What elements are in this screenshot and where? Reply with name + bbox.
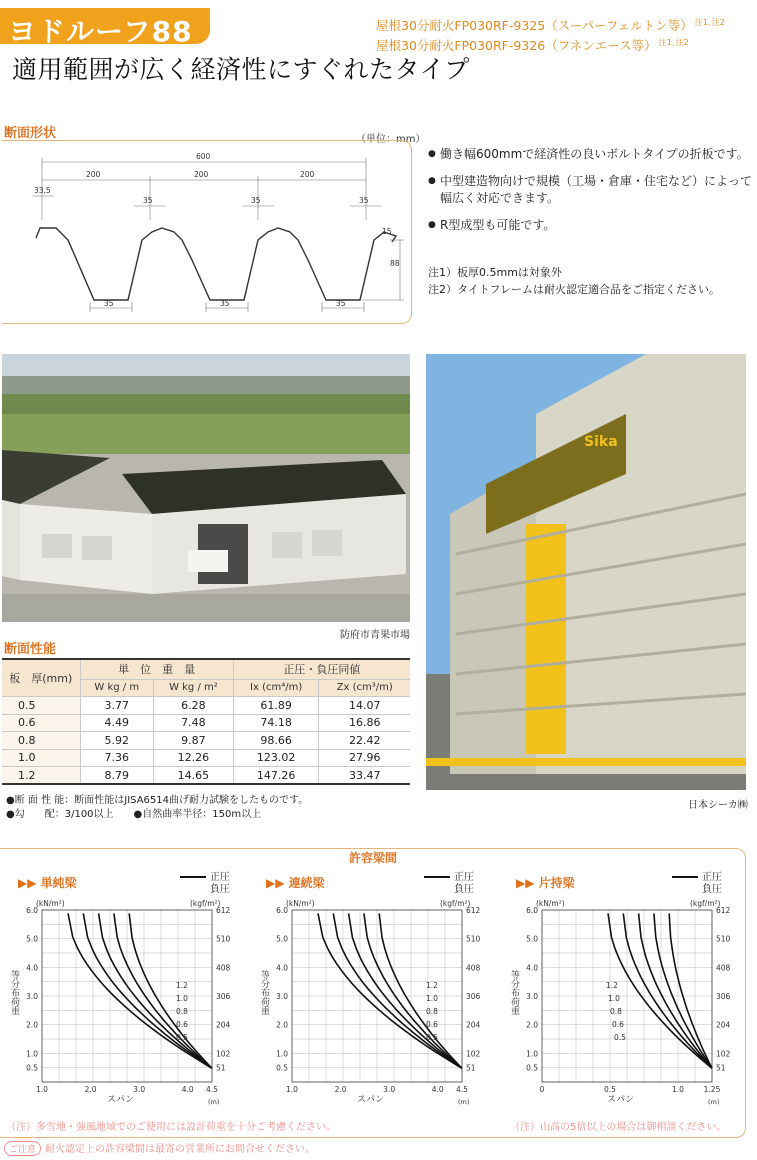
header-unit-weight: 単 位 重 量 bbox=[80, 659, 233, 679]
feature-item: ● R型成型も可能です。 bbox=[428, 217, 753, 234]
curve-label: 0.8 bbox=[176, 1007, 188, 1016]
dim-bottom-width-1: 35 bbox=[104, 299, 114, 308]
legend-simple: 正圧 負圧 bbox=[180, 872, 230, 896]
dim-height: 88 bbox=[390, 259, 400, 268]
y-tick-label: 6.0 bbox=[526, 906, 538, 915]
y-tick-label: 3.0 bbox=[26, 992, 38, 1001]
y2-tick-label: 102 bbox=[716, 1049, 731, 1059]
x-tick-label: 4.5 bbox=[206, 1085, 218, 1094]
y-tick-label: 6.0 bbox=[26, 906, 38, 915]
chart-label-continuous: ▶▶ 連続梁 bbox=[266, 876, 325, 890]
curve-label: 1.0 bbox=[176, 994, 188, 1003]
x-unit: (m) bbox=[708, 1098, 720, 1106]
header-ix: Ix (cm⁴/m) bbox=[233, 679, 319, 697]
y2-tick-label: 102 bbox=[216, 1049, 231, 1059]
y2-tick-label: 306 bbox=[466, 992, 481, 1001]
chart-plot bbox=[9, 899, 231, 1106]
x-tick-label: 0 bbox=[539, 1085, 545, 1094]
y-axis-title: 等分布荷重 bbox=[259, 970, 269, 1015]
left-photo-caption: 防府市青果市場 bbox=[340, 630, 410, 641]
y2-tick-label: 204 bbox=[466, 1020, 481, 1030]
curve-label: 0.6 bbox=[612, 1020, 624, 1029]
table-row: 0.6 4.49 7.48 74.18 16.86 bbox=[2, 714, 410, 732]
performance-title: 断面性能 bbox=[4, 642, 57, 657]
y2-tick-label: 510 bbox=[466, 934, 481, 944]
x-tick-label: 4.0 bbox=[181, 1085, 194, 1094]
y-axis-title: 等分布荷重 bbox=[509, 970, 519, 1015]
curve-label: 0.6 bbox=[176, 1020, 188, 1029]
dim-bottom-width-2: 35 bbox=[220, 299, 230, 308]
y-unit-right: (kgf/m²) bbox=[190, 899, 221, 908]
y-tick-label: 1.0 bbox=[276, 1049, 288, 1059]
y2-tick-label: 51 bbox=[216, 1063, 226, 1073]
table-row: 1.2 8.79 14.65 147.26 33.47 bbox=[2, 767, 410, 785]
bottom-note: ご注意 耐火認定上の許容梁間は最寄の営業所にお問合せください。 bbox=[4, 1140, 315, 1156]
y-tick-label: 2.0 bbox=[26, 1020, 38, 1030]
y-tick-label: 2.0 bbox=[526, 1020, 538, 1030]
curve-label: 0.8 bbox=[426, 1007, 438, 1016]
dim-pitch-1: 200 bbox=[86, 170, 101, 179]
dim-top-width-2: 35 bbox=[251, 196, 261, 205]
notes bbox=[428, 264, 720, 298]
y2-tick-label: 612 bbox=[216, 906, 231, 915]
building-photo bbox=[426, 354, 746, 790]
x-axis-title: スパン bbox=[607, 1095, 635, 1105]
y-unit-left: (kN/m²) bbox=[36, 899, 65, 908]
x-tick-label: 2.0 bbox=[334, 1085, 347, 1094]
y2-tick-label: 306 bbox=[716, 992, 731, 1001]
section-profile-title: 断面形状 bbox=[4, 126, 57, 141]
y-tick-label: 0.5 bbox=[26, 1063, 38, 1073]
dim-pitch-3: 200 bbox=[300, 170, 315, 179]
y2-tick-label: 408 bbox=[216, 963, 231, 973]
span-curve bbox=[654, 913, 712, 1068]
x-axis-title: スパン bbox=[357, 1095, 385, 1105]
dim-edge: 33.5 bbox=[34, 186, 51, 195]
y-tick-label: 1.0 bbox=[26, 1049, 38, 1059]
curve-label: 0.8 bbox=[610, 1007, 622, 1016]
curve-label: 1.0 bbox=[608, 994, 620, 1003]
span-curve bbox=[114, 913, 212, 1068]
dim-lip: 15 bbox=[382, 227, 392, 236]
product-name: ヨドルーフ88 bbox=[8, 15, 193, 48]
feature-list bbox=[428, 146, 753, 244]
header-section-values: 正圧・負圧同値 bbox=[233, 659, 410, 679]
y-unit-right: (kgf/m²) bbox=[690, 899, 721, 908]
curve-label: 1.2 bbox=[426, 981, 438, 990]
table-row: 0.8 5.92 9.87 98.66 22.42 bbox=[2, 732, 410, 750]
span-chart-cantilever bbox=[500, 896, 746, 1116]
right-photo-caption: 日本シーカ㈱ bbox=[688, 800, 748, 811]
x-tick-label: 3.0 bbox=[383, 1085, 396, 1094]
x-unit: (m) bbox=[208, 1098, 220, 1106]
table-row: 0.5 3.77 6.28 61.89 14.07 bbox=[2, 697, 410, 715]
x-tick-label: 1.0 bbox=[36, 1085, 48, 1094]
dim-pitch-2: 200 bbox=[194, 170, 209, 179]
y-tick-label: 1.0 bbox=[526, 1049, 538, 1059]
span-curve bbox=[364, 913, 462, 1068]
curve-label: 0.5 bbox=[614, 1033, 626, 1042]
y-tick-label: 3.0 bbox=[276, 992, 288, 1001]
y-tick-label: 0.5 bbox=[526, 1063, 538, 1073]
y-unit-left: (kN/m²) bbox=[286, 899, 315, 908]
x-tick-label: 1.0 bbox=[672, 1085, 684, 1094]
y2-tick-label: 204 bbox=[216, 1020, 231, 1030]
span-curve bbox=[669, 913, 712, 1068]
fire-rating-note: 屋根30分耐火FP030RF-9326（フネンエース等） $^{注1､注2}$ bbox=[376, 38, 689, 54]
performance-table bbox=[2, 658, 410, 785]
y-tick-label: 2.0 bbox=[276, 1020, 288, 1030]
legend-continuous: 正圧 負圧 bbox=[424, 872, 474, 896]
header-w-per-m: W kg / m bbox=[80, 679, 153, 697]
note-item: 注1）板厚0.5mmは対象外 bbox=[428, 266, 562, 279]
span-chart-simple bbox=[0, 896, 250, 1116]
x-axis-title: スパン bbox=[107, 1095, 135, 1105]
y2-tick-label: 306 bbox=[216, 992, 231, 1001]
dim-top-width-1: 35 bbox=[143, 196, 153, 205]
y2-tick-label: 510 bbox=[216, 934, 231, 944]
curve-label: 0.6 bbox=[426, 1020, 438, 1029]
cross-section-diagram bbox=[20, 150, 410, 320]
y2-tick-label: 51 bbox=[466, 1063, 476, 1073]
y-unit-right: (kgf/m²) bbox=[440, 899, 471, 908]
x-tick-label: 4.0 bbox=[431, 1085, 444, 1094]
y2-tick-label: 612 bbox=[466, 906, 481, 915]
y-tick-label: 4.0 bbox=[26, 963, 38, 973]
header-zx: Zx (cm³/m) bbox=[319, 679, 410, 697]
footnote-snow: （注）多雪地・強風地域でのご使用には設計荷重を十分ご考慮ください。 bbox=[6, 1122, 336, 1133]
chart-label-cantilever: ▶▶ 片持梁 bbox=[516, 876, 575, 890]
legend-cantilever: 正圧 負圧 bbox=[672, 872, 722, 896]
curve-label: 1.0 bbox=[426, 994, 438, 1003]
fire-rating-note: 屋根30分耐火FP030RF-9325（スーパーフェルトン等） $^{注1､注2}$ bbox=[376, 18, 725, 34]
curve-label: 0.5 bbox=[426, 1033, 438, 1042]
x-tick-label: 1.25 bbox=[703, 1085, 721, 1094]
chart-label-simple: ▶▶ 単純梁 bbox=[18, 876, 77, 890]
x-tick-label: 0.5 bbox=[604, 1085, 616, 1094]
y2-tick-label: 510 bbox=[716, 934, 731, 944]
x-unit: (m) bbox=[458, 1098, 470, 1106]
x-tick-label: 4.5 bbox=[456, 1085, 468, 1094]
span-chart-continuous bbox=[250, 896, 500, 1116]
y2-tick-label: 612 bbox=[716, 906, 731, 915]
table-row: 1.0 7.36 12.26 123.02 27.96 bbox=[2, 749, 410, 767]
footnote-cantilever: （注）山高の5倍以上の場合は御相談ください。 bbox=[510, 1122, 727, 1133]
y2-tick-label: 51 bbox=[716, 1063, 726, 1073]
fire-rating-notes bbox=[376, 14, 725, 54]
note-item: 注2）タイトフレームは耐火認定適合品をご指定ください。 bbox=[428, 283, 721, 296]
feature-item: ● 働き幅600mmで経済性の良いボルトタイプの折板です。 bbox=[428, 146, 753, 163]
y-unit-left: (kN/m²) bbox=[536, 899, 565, 908]
x-tick-label: 3.0 bbox=[133, 1085, 146, 1094]
dim-bottom-width-3: 35 bbox=[336, 299, 346, 308]
y-tick-label: 4.0 bbox=[276, 963, 288, 973]
table-notes: ●断 面 性 能：断面性能はJISA6514曲げ耐力試験をしたものです。 ●勾 配：3/100以上 ●自然曲率半径：150m以上 bbox=[6, 795, 309, 820]
y-tick-label: 5.0 bbox=[26, 934, 38, 944]
span-section-title: 許容梁間 bbox=[349, 851, 398, 865]
y-tick-label: 5.0 bbox=[526, 934, 538, 944]
y2-tick-label: 408 bbox=[716, 963, 731, 973]
y-tick-label: 3.0 bbox=[526, 992, 538, 1001]
curve-label: 0.5 bbox=[176, 1033, 188, 1042]
y-tick-label: 4.0 bbox=[526, 963, 538, 973]
y2-tick-label: 408 bbox=[466, 963, 481, 973]
y-tick-label: 0.5 bbox=[276, 1063, 288, 1073]
feature-item: ● 中型建造物向けで規模（工場・倉庫・住宅など）によって幅広く対応できます。 bbox=[428, 173, 753, 207]
sign-text: Sika bbox=[584, 434, 618, 450]
header-thickness: 板 厚(mm) bbox=[2, 659, 80, 697]
warehouse-photo bbox=[2, 354, 410, 622]
curve-label: 1.2 bbox=[176, 981, 188, 990]
dim-total: 600 bbox=[196, 152, 211, 161]
unit-label: （単位：mm） bbox=[356, 134, 426, 145]
curve-label: 1.2 bbox=[606, 981, 618, 990]
y-tick-label: 5.0 bbox=[276, 934, 288, 944]
y-tick-label: 6.0 bbox=[276, 906, 288, 915]
y2-tick-label: 102 bbox=[466, 1049, 481, 1059]
chart-plot bbox=[509, 899, 731, 1106]
y2-tick-label: 204 bbox=[716, 1020, 731, 1030]
page-subtitle: 適用範囲が広く経済性にすぐれたタイプ bbox=[12, 55, 470, 84]
chart-plot bbox=[259, 899, 481, 1106]
x-tick-label: 2.0 bbox=[84, 1085, 97, 1094]
y-axis-title: 等分布荷重 bbox=[9, 970, 19, 1015]
header-w-per-m2: W kg / m² bbox=[153, 679, 233, 697]
dim-top-width-3: 35 bbox=[359, 196, 369, 205]
x-tick-label: 1.0 bbox=[286, 1085, 298, 1094]
